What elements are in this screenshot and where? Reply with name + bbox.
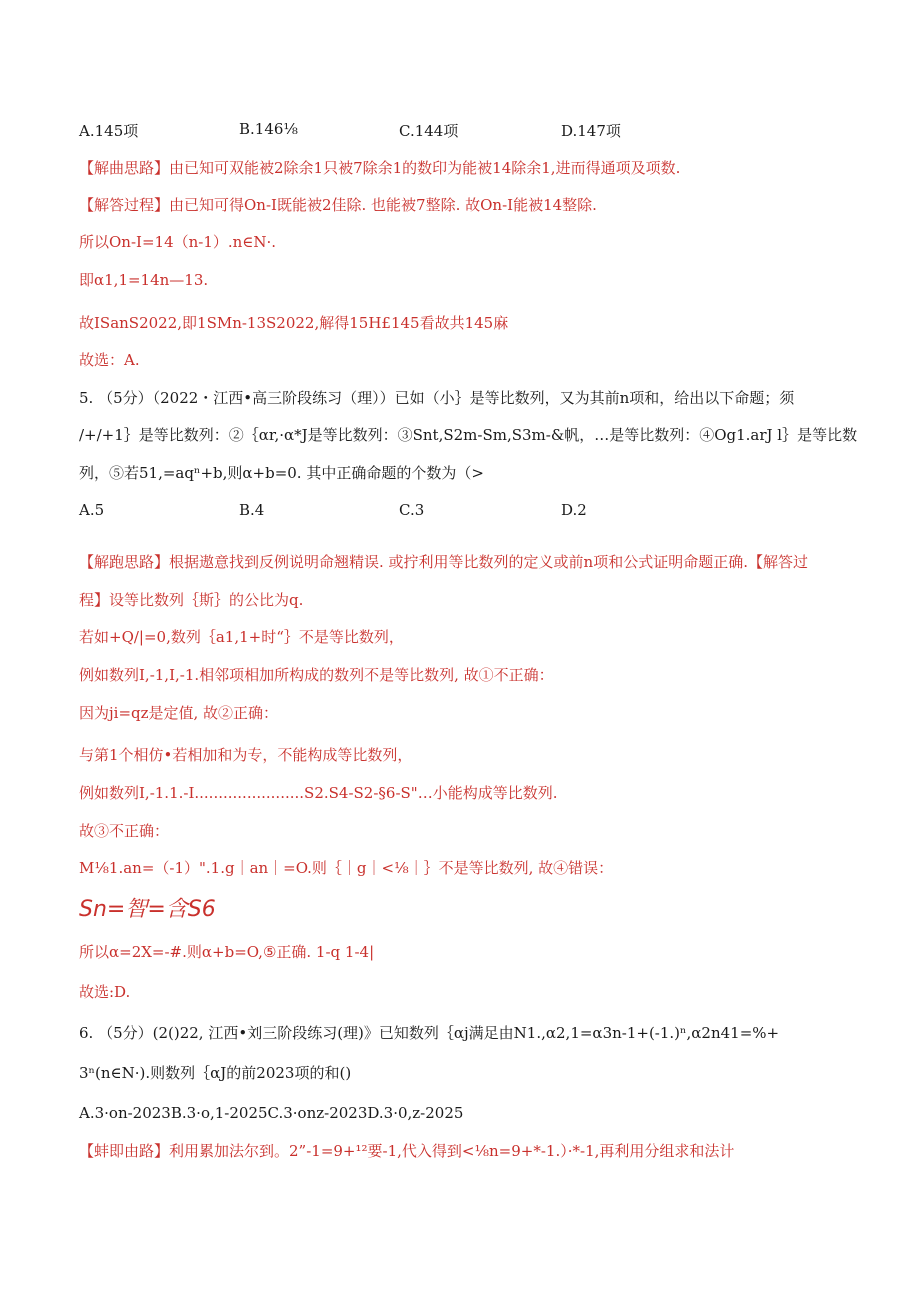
q4-option-c: C.144项 (399, 122, 459, 140)
q4-line-3: 故ISanS2022,即1SMn-13S2022,解得15H£145看故共145麻 (79, 314, 509, 332)
q5-analysis-5: 因为ji=qz是定值, 故②正确： (79, 704, 279, 722)
q5-analysis-4: 例如数列I,-1,I,-1.相邻项相加所构成的数列不是等比数列, 故①不正确： (79, 666, 554, 684)
q6-stem-1: 6. （5分）(2()22, 江西•刘三阶段练习(理)》已知数列｛αj满足由N1.,α2,1=α3n-1+(-1.)ⁿ,α2n41=%+ (79, 1024, 780, 1042)
q5-options (0, 501, 920, 521)
q6-options: A.3·on-2023B.3·o,1-2025C.3·onz-2023D.3·0,z-2025 (79, 1104, 464, 1122)
q5-stem-1: 5. （5分）（2022・江西•高三阶段练习（理））已如（小｝是等比数列，又为其前n项和，给出以下命题；须 (79, 389, 795, 407)
q4-line-2: 即α1,1=14n—13. (79, 271, 209, 289)
q5-analysis-3: 若如+Q/|=0,数列｛a1,1+时“｝不是等比数列， (79, 628, 404, 646)
q5-analysis-2: 程】设等比数列｛斯｝的公比为q. (79, 591, 304, 609)
q5-option-c: C.3 (399, 501, 425, 519)
q5-stem-2: /+/+1｝是等比数列：②｛αr,·α*J是等比数列：③Snt,S2m-Sm,S3m-&帆，…是等比数列：④Og1.arJ l｝是等比数 (79, 426, 858, 444)
q4-option-a: A.145项 (79, 122, 139, 140)
q5-stem-3: 列，⑤若51,=aqⁿ+b,则α+b=0. 其中正确命题的个数为（> (79, 464, 484, 482)
q5-answer: 故选:D. (79, 983, 131, 1001)
q6-stem-2: 3ⁿ(n∈N·).则数列｛αJ的前2023项的和() (79, 1064, 352, 1082)
q4-line-1: 所以On-I=14（n-1）.n∈N·. (79, 233, 277, 251)
q6-analysis: 【蚌即由路】利用累加法尔到。2”-1=9+¹²要-1,代入得到<⅛n=9+*-1.）·*-1,再利用分组求和法计 (79, 1142, 735, 1160)
q5-option-a: A.5 (79, 501, 105, 519)
q5-option-b: B.4 (239, 501, 265, 519)
q4-option-b: B.146⅛ (239, 120, 298, 138)
q5-analysis-1: 【解跑思路】根据遨意找到反例说明命翘精误. 或拧利用等比数列的定义或前n项和公式证明命题正确.【解答过 (79, 553, 808, 571)
q4-options (0, 120, 920, 140)
q5-option-d: D.2 (561, 501, 587, 519)
q5-analysis-10: 所以α=2X=-#.则α+b=O,⑤正确. 1-q 1-4| (79, 943, 375, 961)
q5-analysis-9: M⅛1.an=（-1）".1.g｜an｜=O.则｛｜g｜<⅛｜｝不是等比数列, 故④错误： (79, 859, 614, 877)
q5-analysis-8: 故③不正确： (79, 822, 170, 840)
q5-analysis-6: 与第1个相仿•若相加和为专，不能构成等比数列， (79, 746, 413, 764)
q4-option-d: D.147项 (561, 122, 621, 140)
q5-formula: Sn=智=含S6 (79, 897, 216, 922)
q4-process: 【解答过程】由已知可得On-I既能被2佳除. 也能被7整除. 故On-I能被14整除. (79, 196, 597, 214)
q4-answer: 故选：A. (79, 351, 140, 369)
q5-analysis-7: 例如数列I,-1.1.-I.......................S2.S4-S2-§6-S"…小能构成等比数列. (79, 784, 558, 802)
q4-analysis: 【解曲思路】由已知可双能被2除余1只被7除余1的数印为能被14除余1,进而得通项及项数. (79, 159, 681, 177)
